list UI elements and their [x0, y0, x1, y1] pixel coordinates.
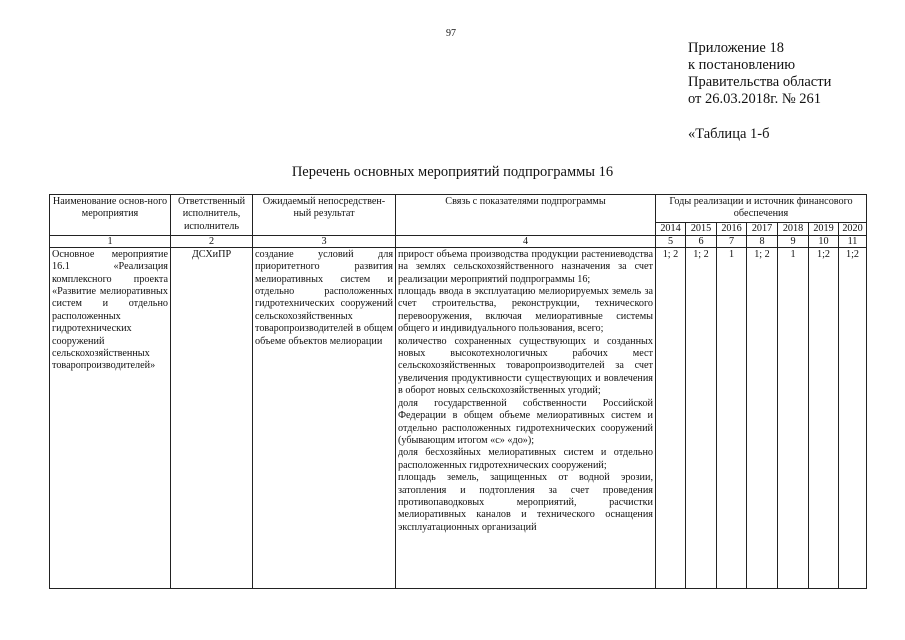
year-header: 2016: [717, 222, 747, 235]
appendix-line: от 26.03.2018г. № 261: [688, 91, 822, 107]
column-number: 10: [809, 235, 839, 247]
column-number: 1: [50, 235, 171, 247]
column-number: 7: [717, 235, 747, 247]
column-number: 3: [253, 235, 396, 247]
table-reference: «Таблица 1-б: [688, 126, 770, 142]
year-header: 2020: [839, 222, 867, 235]
year-value: 1; 2: [656, 247, 686, 588]
year-value: 1: [717, 247, 747, 588]
column-number: 8: [747, 235, 778, 247]
year-header: 2018: [778, 222, 809, 235]
year-value: 1: [778, 247, 809, 588]
appendix-line: Правительства области: [688, 74, 832, 90]
appendix-line: к постановлению: [688, 57, 796, 73]
year-header: 2014: [656, 222, 686, 235]
appendix-line: Приложение 18: [688, 40, 784, 56]
column-number: 2: [171, 235, 253, 247]
appendix-block: [688, 40, 831, 108]
header-executor: Ответственный исполнитель, исполнитель: [171, 195, 253, 236]
column-number: 11: [839, 235, 867, 247]
indicator-item: доля государственной собственности Российской Федерации в общем объеме мелиоративных систем и отдельно расположенных гидротехнических сооружений (убывающим итогом «с» «до»);: [398, 397, 653, 446]
activity-indicators: [396, 247, 656, 588]
header-name: Наименование основ-ного мероприятия: [50, 195, 171, 236]
year-header: 2017: [747, 222, 778, 235]
activity-executor: ДСХиПР: [171, 247, 253, 588]
indicator-item: прирост объема производства продукции растениеводства на землях сельскохозяйственного назначения за счет реализации мероприятий подпрограммы 16;: [398, 248, 653, 285]
header-years: Годы реализации и источник финансового обеспечения: [656, 195, 867, 223]
indicator-item: площадь земель, защищенных от водной эрозии, затопления и подтопления за счет проведения противопаводковых мероприятий, расчистки мелиоративных каналов и технического оснащения эксплуатационных организаций: [398, 472, 653, 533]
year-header: 2019: [809, 222, 839, 235]
activity-result: создание условий для приоритетного развития мелиоративных систем и отдельно расположенных гидротехнических сооружений сельскохозяйственных товаропроизводителей в общем объеме объектов мелиорации: [253, 247, 396, 588]
header-link: Связь с показателями подпрограммы: [396, 195, 656, 236]
indicator-item: количество сохраненных существующих и созданных новых высокотехнологичных рабочих мест сельскохозяйственных товаропроизводителей за счет увеличения продуктивности существующих и вовлечения в оборот новых сельскохозяйственных угодий;: [398, 335, 653, 397]
column-number: 4: [396, 235, 656, 247]
activities-table: [49, 194, 867, 589]
year-header: 2015: [686, 222, 717, 235]
column-number: 5: [656, 235, 686, 247]
document-title: Перечень основных мероприятий подпрограммы 16: [291, 164, 614, 180]
year-value: 1;2: [839, 247, 867, 588]
table-row: [50, 247, 867, 588]
indicator-item: доля бесхозяйных мелиоративных систем и отдельно расположенных гидротехнических сооружений;: [398, 447, 653, 471]
column-number: 9: [778, 235, 809, 247]
column-number-row: [50, 235, 867, 247]
header-row: [50, 195, 867, 223]
page-number: 97: [446, 28, 456, 39]
header-result: Ожидаемый непосредствен-ный результат: [253, 195, 396, 236]
year-value: 1; 2: [686, 247, 717, 588]
column-number: 6: [686, 235, 717, 247]
year-value: 1;2: [809, 247, 839, 588]
indicator-item: площадь ввода в эксплуатацию мелиорируемых земель за счет строительства, реконструкции, технического перевооружения, включая мелиоративные системы общего и индивидуального пользования, всего;: [398, 286, 653, 335]
year-value: 1; 2: [747, 247, 778, 588]
activity-name: Основное мероприятие 16.1 «Реализация комплексного проекта «Развитие мелиоративных систем и отдельно расположенных гидротехнических сооружений сельскохозяйственных товаропроизводителей»: [50, 247, 171, 588]
